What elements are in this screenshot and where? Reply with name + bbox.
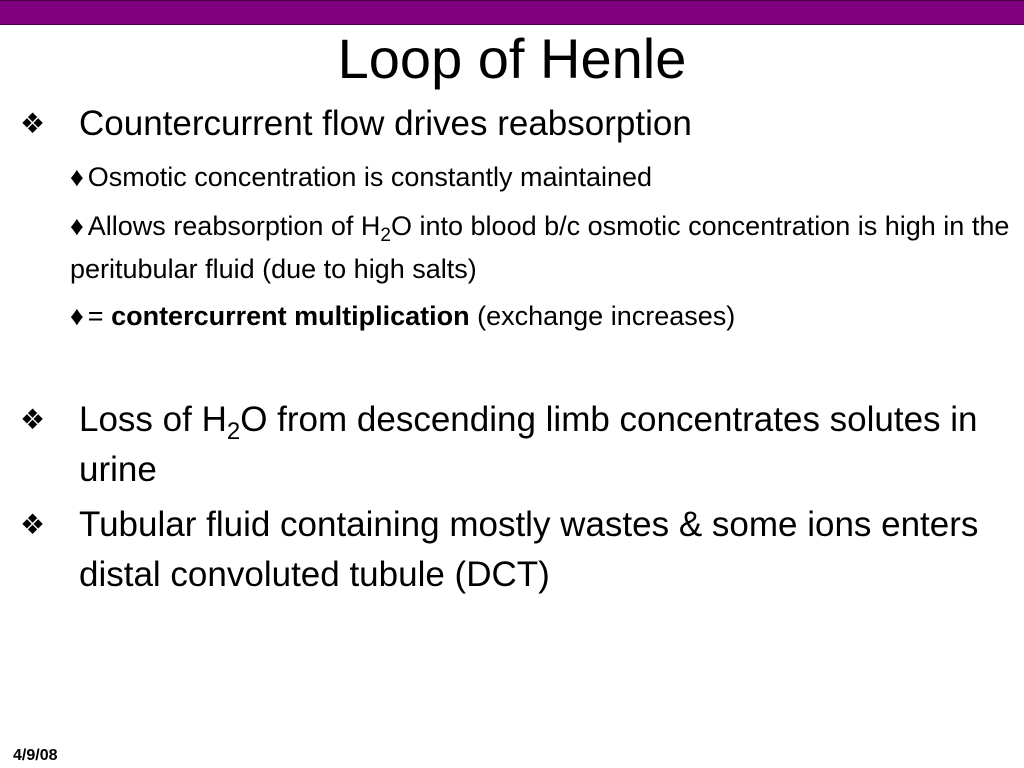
sub-bullet-text-end: O into blood b/c osmotic concentration is high in the peritubular fluid (due to high salts) bbox=[70, 211, 1010, 284]
bullet-marker-icon: ❖ bbox=[20, 108, 46, 139]
sub-bullet-marker-icon: ♦ bbox=[70, 301, 84, 331]
subscript-2: 2 bbox=[226, 418, 241, 445]
bold-term: contercurrent multiplication bbox=[111, 301, 470, 331]
bullet-text: Countercurrent flow drives reabsorption bbox=[79, 104, 692, 143]
sub-bullet-contercurrent-multiplication bbox=[70, 295, 1010, 338]
bullet-loss-of-water bbox=[20, 395, 1010, 495]
subscript-2: 2 bbox=[380, 225, 391, 246]
bullet-marker-icon: ❖ bbox=[20, 404, 46, 435]
bullet-text-start: Loss of H bbox=[79, 400, 227, 439]
sub-bullet-osmotic-concentration bbox=[70, 156, 1010, 199]
sub-bullet-allows-reabsorption bbox=[70, 205, 1010, 291]
top-accent-bar bbox=[0, 0, 1024, 25]
sub-bullet-text-end: (exchange increases) bbox=[469, 301, 736, 331]
bullet-text bbox=[79, 395, 1010, 495]
bullet-marker-icon: ❖ bbox=[20, 509, 46, 540]
bullet-tubular-fluid bbox=[20, 500, 1010, 600]
slide-title: Loop of Henle bbox=[337, 27, 687, 90]
sub-bullet-text: Osmotic concentration is constantly maintained bbox=[87, 162, 653, 192]
sub-bullet-text-start: Allows reabsorption of H bbox=[87, 211, 381, 241]
bullet-countercurrent-flow bbox=[20, 99, 1010, 149]
sub-bullet-marker-icon: ♦ bbox=[70, 162, 84, 192]
bullet-text: Tubular fluid containing mostly wastes & some ions enters distal convoluted tubule (DCT) bbox=[79, 505, 979, 594]
footer-date: 4/9/08 bbox=[13, 747, 58, 764]
sub-bullet-text-start: = bbox=[87, 301, 112, 331]
bullet-text-end: O from descending limb concentrates solutes in urine bbox=[79, 400, 978, 489]
sub-bullet-marker-icon: ♦ bbox=[70, 211, 84, 241]
